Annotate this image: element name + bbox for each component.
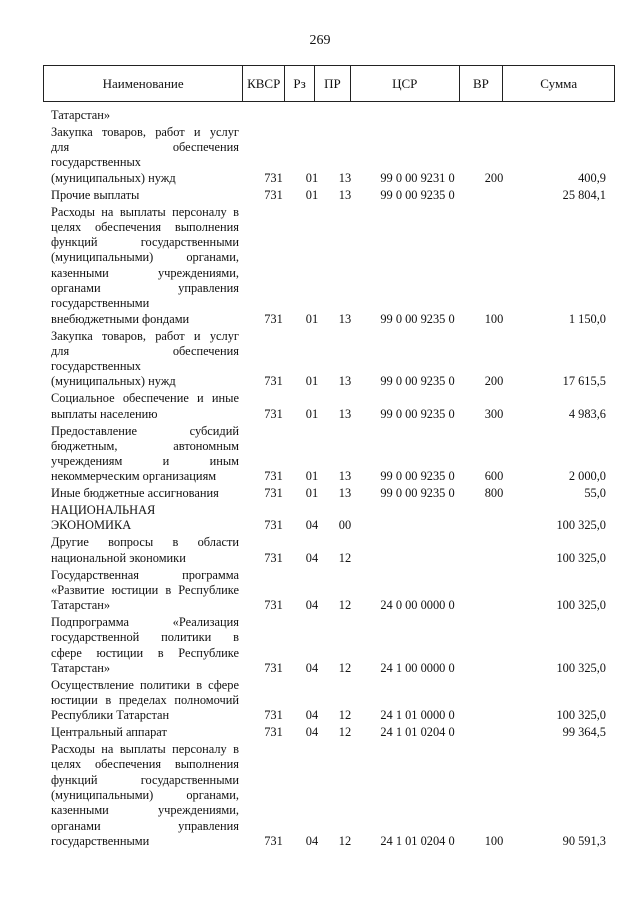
row-sum: 2 000,0 (568, 469, 606, 484)
row-csr: 24 1 01 0204 0 (380, 725, 455, 740)
row-name-line: Центральный аппарат (51, 725, 167, 740)
row-name-line: государственных (51, 359, 142, 374)
row-rz: 01 (305, 187, 319, 202)
row-kvsr: 731 (264, 374, 283, 389)
row-rz: 01 (305, 374, 319, 389)
row-name-line: Закупка товаров, работ и услуг (51, 328, 239, 343)
row-name-line: юстиции в пределах полномочий (51, 693, 239, 708)
row-csr: 24 1 01 0000 0 (380, 708, 455, 723)
table-row (51, 486, 606, 501)
row-kvsr: 731 (264, 486, 283, 501)
row-name-line: Предоставление субсидий (51, 423, 239, 438)
row-kvsr: 731 (264, 725, 283, 740)
row-name (51, 568, 239, 614)
row-sum: 100 325,0 (556, 550, 606, 565)
header-pr: ПР (314, 66, 350, 101)
row-name-line: органами управления (51, 281, 239, 296)
row-name-line: целях обеспечения выполнения (51, 219, 239, 234)
row-name-line: Иные бюджетные ассигнования (51, 486, 219, 501)
row-name-line: (муниципальных) нужд (51, 374, 176, 389)
row-kvsr: 731 (264, 708, 283, 723)
row-sum: 100 325,0 (556, 708, 606, 723)
row-name (51, 725, 239, 740)
row-vr: 100 (484, 311, 504, 326)
row-name (51, 535, 239, 566)
row-name-line: государственными (51, 833, 150, 848)
page-number: 269 (309, 33, 331, 48)
header-vr: ВР (459, 66, 503, 101)
table-row (51, 568, 606, 614)
row-vr: 100 (484, 833, 504, 848)
row-name-line: (муниципальных) нужд (51, 170, 176, 185)
row-name-line: органами управления (51, 818, 239, 833)
row-name (51, 108, 239, 123)
row-name (51, 486, 239, 501)
row-name-line: (муниципальными) органами, (51, 788, 239, 803)
header-kvsr: КВСР (242, 66, 284, 101)
row-name-line: некоммерческим организациям (51, 469, 217, 484)
row-kvsr: 731 (264, 550, 283, 565)
header-sum: Сумма (502, 66, 614, 101)
row-rz: 01 (305, 170, 319, 185)
row-name (51, 615, 239, 676)
table-row (51, 125, 606, 186)
row-csr: 99 0 00 9235 0 (380, 187, 455, 202)
table-body (51, 108, 606, 851)
row-name-line: для обеспечения (51, 343, 239, 358)
row-name-line: государственной политики в (51, 630, 239, 645)
table-row (51, 391, 606, 422)
row-kvsr: 731 (264, 406, 283, 421)
row-name-line: целях обеспечения выполнения (51, 757, 239, 772)
row-csr: 99 0 00 9231 0 (380, 170, 455, 185)
row-name-line: Осуществление политики в сфере (51, 677, 239, 692)
row-name-line: Татарстан» (51, 108, 111, 122)
table-row (51, 678, 606, 724)
row-csr: 24 1 00 0000 0 (380, 660, 455, 675)
row-vr: 200 (484, 374, 504, 389)
row-name (51, 329, 239, 390)
row-pr: 13 (338, 187, 352, 202)
row-pr: 12 (338, 550, 352, 565)
row-sum: 400,9 (578, 170, 606, 185)
table-row (51, 205, 606, 327)
row-pr: 13 (338, 374, 352, 389)
row-sum: 99 364,5 (562, 725, 606, 740)
row-name-line: Подпрограмма «Реализация (51, 615, 239, 630)
row-name (51, 188, 239, 203)
row-pr: 13 (338, 170, 352, 185)
row-name-line: государственными (51, 296, 150, 311)
row-pr: 13 (338, 469, 352, 484)
row-sum: 100 325,0 (556, 518, 606, 533)
row-name-line: Прочие выплаты (51, 187, 140, 202)
row-csr: 99 0 00 9235 0 (380, 311, 455, 326)
row-name-line: бюджетным, автономным (51, 438, 239, 453)
row-name-line: Расходы на выплаты персоналу в (51, 204, 239, 219)
row-csr: 24 1 01 0204 0 (380, 833, 455, 848)
row-pr: 13 (338, 486, 352, 501)
row-sum: 90 591,3 (562, 833, 606, 848)
row-name-line: внебюджетными фондами (51, 311, 190, 326)
row-vr: 800 (484, 486, 504, 501)
table-row (51, 424, 606, 485)
row-kvsr: 731 (264, 518, 283, 533)
row-name (51, 125, 239, 186)
row-name-line: казенными учреждениями, (51, 265, 239, 280)
row-rz: 04 (305, 598, 319, 613)
row-pr: 12 (338, 708, 352, 723)
row-name (51, 391, 239, 422)
row-name-line: для обеспечения (51, 140, 239, 155)
row-name-line: Закупка товаров, работ и услуг (51, 124, 239, 139)
row-name (51, 424, 239, 485)
row-name-line: Татарстан» (51, 660, 111, 675)
row-name-line: Расходы на выплаты персоналу в (51, 742, 239, 757)
row-name-line: выплаты населению (51, 406, 158, 421)
table-row (51, 503, 606, 534)
row-name-line: функций государственными (51, 772, 239, 787)
row-name-line: (муниципальными) органами, (51, 250, 239, 265)
row-sum: 100 325,0 (556, 660, 606, 675)
table-row (51, 615, 606, 676)
row-kvsr: 731 (264, 311, 283, 326)
row-name-line: Социальное обеспечение и иные (51, 391, 239, 406)
row-name-line: Республики Татарстан (51, 708, 170, 723)
table-row (51, 725, 606, 740)
row-sum: 55,0 (584, 486, 606, 501)
row-name-line: «Развитие юстиции в Республике (51, 582, 239, 597)
row-csr: 99 0 00 9235 0 (380, 374, 455, 389)
header-name: Наименование (102, 75, 184, 91)
row-name-line: НАЦИОНАЛЬНАЯ (51, 503, 156, 518)
table-header (43, 65, 615, 102)
row-vr: 200 (484, 170, 504, 185)
row-rz: 04 (305, 550, 319, 565)
row-rz: 04 (305, 725, 319, 740)
row-sum: 25 804,1 (562, 187, 606, 202)
row-csr: 99 0 00 9235 0 (380, 486, 455, 501)
row-vr: 600 (484, 469, 504, 484)
row-rz: 04 (305, 833, 319, 848)
row-sum: 100 325,0 (556, 598, 606, 613)
row-rz: 04 (305, 660, 319, 675)
table-row (51, 742, 606, 849)
table-row (51, 108, 606, 123)
row-sum: 1 150,0 (568, 311, 606, 326)
row-name-line: сфере юстиции в Республике (51, 645, 239, 660)
row-csr: 99 0 00 9235 0 (380, 406, 455, 421)
row-csr: 24 0 00 0000 0 (380, 598, 455, 613)
row-name-line: ЭКОНОМИКА (51, 518, 132, 533)
table-row (51, 188, 606, 203)
row-name-line: государственных (51, 155, 142, 170)
row-pr: 00 (338, 518, 352, 533)
row-kvsr: 731 (264, 187, 283, 202)
header-rz: Рз (284, 66, 314, 101)
row-rz: 01 (305, 469, 319, 484)
row-name (51, 742, 239, 849)
row-pr: 12 (338, 725, 352, 740)
row-pr: 12 (338, 833, 352, 848)
row-rz: 01 (305, 311, 319, 326)
row-name (51, 503, 239, 534)
row-sum: 4 983,6 (568, 406, 606, 421)
row-kvsr: 731 (264, 660, 283, 675)
row-name (51, 205, 239, 327)
table-row (51, 535, 606, 566)
row-name-line: учреждениям и иным (51, 454, 239, 469)
table-row (51, 329, 606, 390)
row-pr: 13 (338, 311, 352, 326)
row-pr: 12 (338, 660, 352, 675)
row-name-line: национальной экономики (51, 550, 186, 565)
row-rz: 01 (305, 406, 319, 421)
row-csr: 99 0 00 9235 0 (380, 469, 455, 484)
row-name-line: казенными учреждениями, (51, 803, 239, 818)
row-kvsr: 731 (264, 833, 283, 848)
row-pr: 13 (338, 406, 352, 421)
row-kvsr: 731 (264, 598, 283, 613)
row-kvsr: 731 (264, 469, 283, 484)
row-rz: 04 (305, 708, 319, 723)
row-vr: 300 (484, 406, 504, 421)
row-name-line: Другие вопросы в области (51, 535, 239, 550)
row-name-line: функций государственными (51, 235, 239, 250)
row-rz: 01 (305, 486, 319, 501)
row-sum: 17 615,5 (562, 374, 606, 389)
row-name-line: Государственная программа (51, 567, 239, 582)
row-name (51, 678, 239, 724)
row-kvsr: 731 (264, 170, 283, 185)
row-rz: 04 (305, 518, 319, 533)
row-pr: 12 (338, 598, 352, 613)
header-csr: ЦСР (350, 66, 459, 101)
row-name-line: Татарстан» (51, 598, 111, 613)
